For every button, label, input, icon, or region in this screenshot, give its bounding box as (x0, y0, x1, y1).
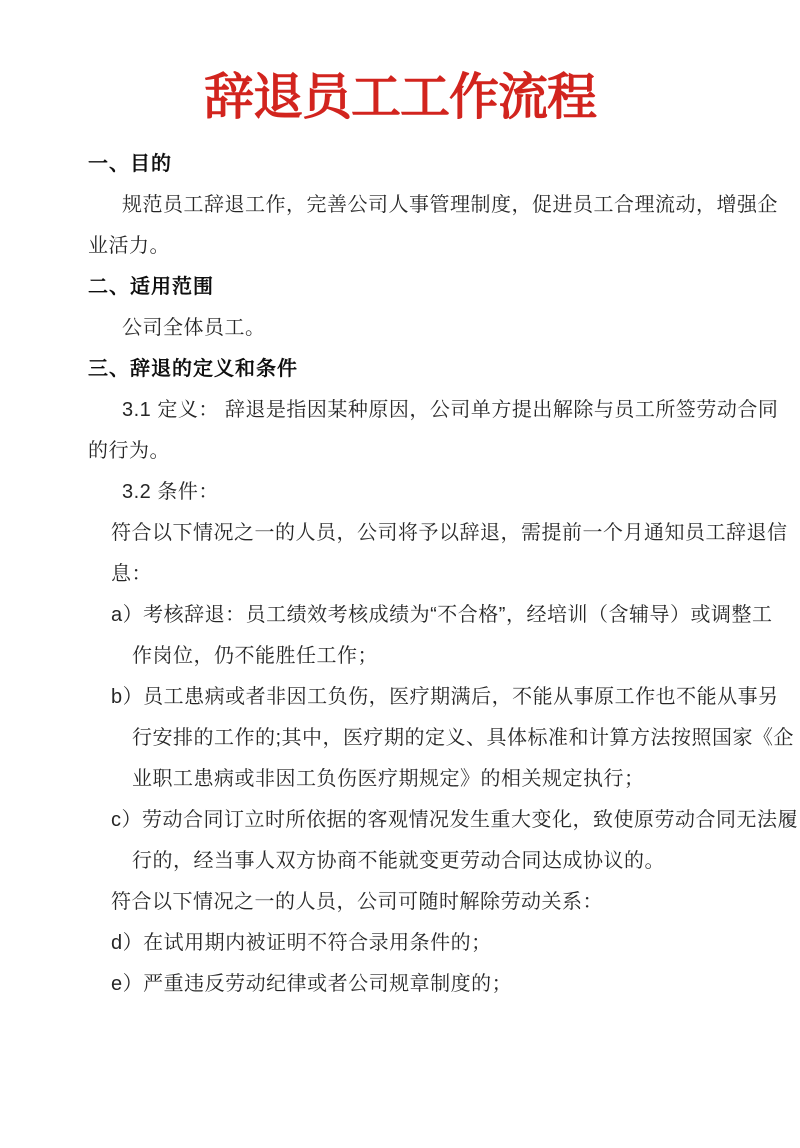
document-title: 辞退员工工作流程 (204, 69, 596, 125)
list-item-b-continuation: 业职工患病或非因工负伤医疗期规定》的相关规定执行； (132, 768, 645, 790)
list-item-d: d）在试用期内被证明不符合录用条件的； (111, 932, 492, 954)
list-item-b: b）员工患病或者非因工负伤，医疗期满后，不能从事原工作也不能从事另 (111, 686, 779, 708)
list-item-e: e）严重违反劳动纪律或者公司规章制度的； (111, 973, 513, 995)
paragraph-line: 的行为。 (88, 440, 170, 462)
list-item-c-continuation: 行的，经当事人双方协商不能就变更劳动合同达成协议的。 (132, 850, 665, 872)
list-item-a-continuation: 作岗位，仍不能胜任工作； (132, 645, 378, 667)
paragraph-line: 公司全体员工。 (122, 317, 266, 339)
section-heading-scope: 二、适用范围 (88, 276, 214, 298)
list-item-c: c）劳动合同订立时所依据的客观情况发生重大变化，致使原劳动合同无法履 (111, 809, 798, 831)
immediate-termination-intro: 符合以下情况之一的人员，公司可随时解除劳动关系： (111, 891, 603, 913)
conditions-intro-line: 符合以下情况之一的人员，公司将予以辞退，需提前一个月通知员工辞退信 (111, 522, 788, 544)
list-item-b-continuation: 行安排的工作的;其中，医疗期的定义、具体标准和计算方法按照国家《企 (132, 727, 795, 749)
section-heading-definition: 三、辞退的定义和条件 (88, 358, 298, 380)
paragraph-line: 规范员工辞退工作，完善公司人事管理制度，促进员工合理流动，增强企 (122, 194, 778, 216)
section-heading-purpose: 一、目的 (88, 153, 172, 175)
conditions-intro-line: 息： (111, 563, 152, 585)
document-page (0, 68, 800, 1148)
document-body (0, 144, 800, 1005)
paragraph-line: 业活力。 (88, 235, 170, 257)
list-item-a: a）考核辞退：员工绩效考核成绩为“不合格”，经培训（含辅导）或调整工 (111, 604, 773, 626)
clause-3-2-conditions-line: 3.2 条件： (122, 481, 219, 503)
clause-3-1-definition-line: 3.1 定义： 辞退是指因某种原因，公司单方提出解除与员工所签劳动合同 (122, 399, 779, 421)
